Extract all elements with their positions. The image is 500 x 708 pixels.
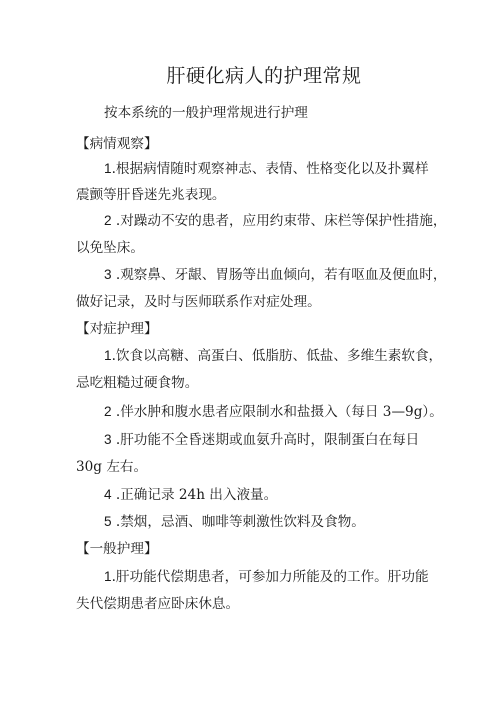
list-item-line: 3 .观察鼻、牙龈、胃肠等出血倾向，若有呕血及便血时， xyxy=(104,267,447,283)
list-item-line: 1.根据病情随时观察神志、表情、性格变化以及扑翼样 xyxy=(104,161,429,177)
list-item-line: 5 .禁烟，忌酒、咖啡等刺激性饮料及食物。 xyxy=(104,514,365,530)
list-item-line: 1.饮食以高糖、高蛋白、低脂肪、低盐、多维生素软食， xyxy=(104,348,443,364)
document-title: 肝硬化病人的护理常规 xyxy=(166,65,362,87)
list-item-line: 2 .伴水肿和腹水患者应限制水和盐摄入（每日 3—9g）。 xyxy=(104,404,443,420)
list-item-line: 1.肝功能代偿期患者，可参加力所能及的工作。肝功能 xyxy=(104,569,429,585)
item-number: 4 xyxy=(104,487,112,502)
list-item-line: 震颤等肝昏迷先兆表现。 xyxy=(76,187,226,203)
item-number: 5 xyxy=(104,514,112,529)
section-heading-general: 【一般护理】 xyxy=(76,541,158,557)
item-number: 3 xyxy=(104,432,112,447)
list-item-line: 忌吃粗糙过硬食物。 xyxy=(76,375,199,391)
item-number: 2 xyxy=(104,404,112,419)
list-item-line: 4 .正确记录 24h 出入液量。 xyxy=(104,487,278,503)
section-heading-observation: 【病情观察】 xyxy=(76,136,158,152)
item-number: 3 xyxy=(104,267,112,282)
item-number: 2 xyxy=(104,213,112,228)
list-item-line: 做好记录，及时与医师联系作对症处理。 xyxy=(76,294,321,310)
item-number: 1 xyxy=(104,569,112,584)
item-number: 1 xyxy=(104,348,112,363)
list-item-line: 失代偿期患者应卧床休息。 xyxy=(76,596,240,612)
section-heading-symptomatic: 【对症护理】 xyxy=(76,321,158,337)
item-number: 1 xyxy=(104,161,112,176)
list-item-line: 30g 左右。 xyxy=(76,459,148,475)
list-item-line: 2 .对躁动不安的患者，应用约束带、床栏等保护性措施， xyxy=(104,213,447,229)
list-item-line: 以免坠床。 xyxy=(76,240,144,256)
intro-text: 按本系统的一般护理常规进行护理 xyxy=(104,105,308,121)
list-item-line: 3 .肝功能不全昏迷期或血氨升高时，限制蛋白在每日 xyxy=(104,432,420,448)
